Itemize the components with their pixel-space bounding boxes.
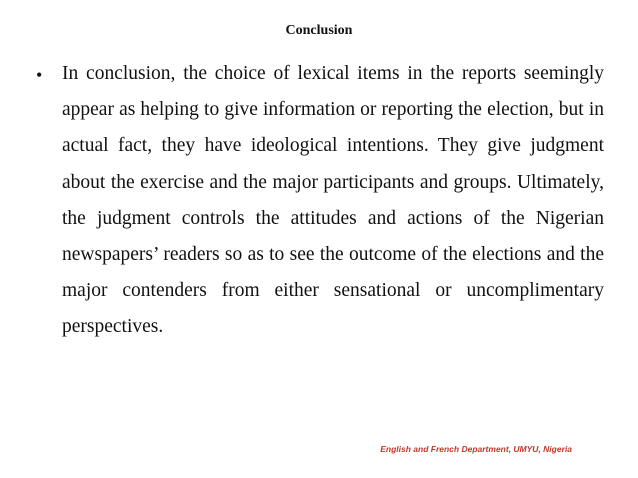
conclusion-paragraph: In conclusion, the choice of lexical items in the reports seemingly appear as helping to give information or reporting the election, but in actual fact, they have ideological intentions. They give judgment about the exercise and the major participants and groups. Ultimately, the judgment controls the attitudes and actions of the Nigerian newspapers’ readers so as to see the outcome of the elections and the major contenders from either sensational or uncomplimentary perspectives. xyxy=(62,63,604,338)
footer-credit: English and French Department, UMYU, Nigeria xyxy=(380,444,572,454)
slide-title: Conclusion xyxy=(285,23,353,38)
bullet-marker: • xyxy=(36,65,43,85)
bullet-item xyxy=(36,56,604,346)
